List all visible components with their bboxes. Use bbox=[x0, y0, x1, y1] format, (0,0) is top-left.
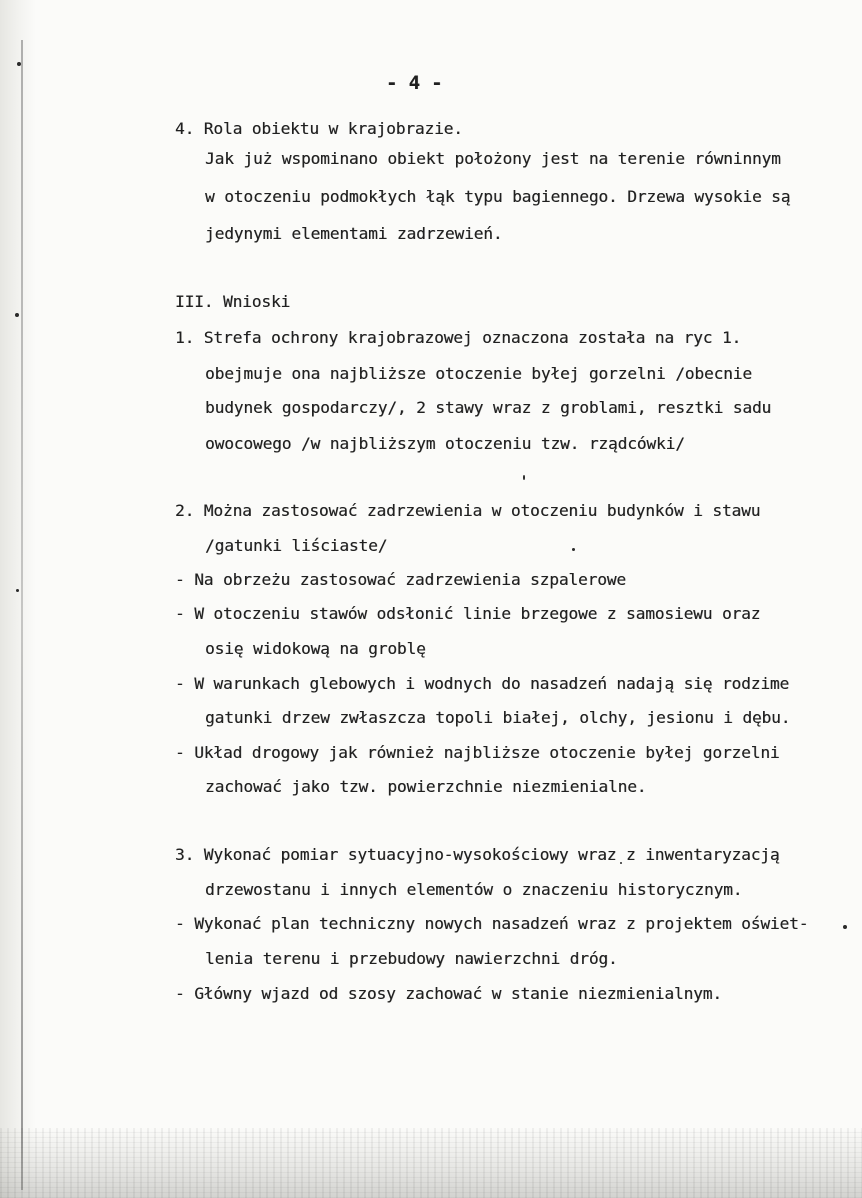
scan-speck bbox=[16, 589, 19, 592]
bullet-line: - Układ drogowy jak również najbliższe otoczenie byłej gorzelni bbox=[175, 743, 780, 762]
text-line: w otoczeniu podmokłych łąk typu bagiennego. Drzewa wysokie są bbox=[205, 187, 791, 206]
list-item: 1. Strefa ochrony krajobrazowej oznaczona została na ryc 1. bbox=[175, 328, 742, 347]
text-line: drzewostanu i innych elementów o znaczeniu historycznym. bbox=[205, 880, 743, 899]
text-line: osię widokową na groblę bbox=[205, 639, 426, 658]
chapter-heading: III. Wnioski bbox=[175, 292, 291, 311]
bullet-line: - Główny wjazd od szosy zachować w stanie niezmienialnym. bbox=[175, 984, 722, 1003]
scan-speck bbox=[843, 925, 847, 929]
text-line: zachować jako tzw. powierzchnie niezmienialne. bbox=[205, 777, 647, 796]
scan-noise bbox=[0, 1128, 862, 1198]
bullet-line: - Wykonać plan techniczny nowych nasadzeń wraz z projektem oświet- bbox=[175, 914, 809, 933]
text-line: owocowego /w najbliższym otoczeniu tzw. rządcówki/ bbox=[205, 434, 685, 453]
list-item: 3. Wykonać pomiar sytuacyjno-wysokościowy wraz z inwentaryzacją bbox=[175, 845, 780, 864]
section-heading: 4. Rola obiektu w krajobrazie. bbox=[175, 119, 463, 138]
bullet-line: - W warunkach glebowych i wodnych do nasadzeń nadają się rodzime bbox=[175, 674, 790, 693]
text-line: budynek gospodarczy/, 2 stawy wraz z groblami, resztki sadu bbox=[205, 398, 772, 417]
scan-speck bbox=[523, 475, 525, 480]
text-line: lenia terenu i przebudowy nawierzchni dróg. bbox=[205, 949, 618, 968]
scan-edge-line bbox=[21, 40, 23, 1190]
scan-speck bbox=[15, 313, 19, 317]
scan-speck bbox=[572, 548, 575, 551]
text-line: gatunki drzew zwłaszcza topoli białej, olchy, jesionu i dębu. bbox=[205, 708, 791, 727]
page-number: - 4 - bbox=[386, 72, 443, 94]
list-item: 2. Można zastosować zadrzewienia w otoczeniu budynków i stawu bbox=[175, 501, 761, 520]
bullet-line: - W otoczeniu stawów odsłonić linie brzegowe z samosiewu oraz bbox=[175, 604, 761, 623]
text-line: obejmuje ona najbliższe otoczenie byłej gorzelni /obecnie bbox=[205, 364, 752, 383]
text-line: /gatunki liściaste/ bbox=[205, 536, 388, 555]
scan-speck bbox=[17, 62, 21, 66]
text-line: jedynymi elementami zadrzewień. bbox=[205, 224, 503, 243]
text-line: Jak już wspominano obiekt położony jest na terenie równinnym bbox=[205, 149, 781, 168]
bullet-line: - Na obrzeżu zastosować zadrzewienia szpalerowe bbox=[175, 570, 626, 589]
scan-edge-shadow bbox=[0, 0, 36, 1198]
